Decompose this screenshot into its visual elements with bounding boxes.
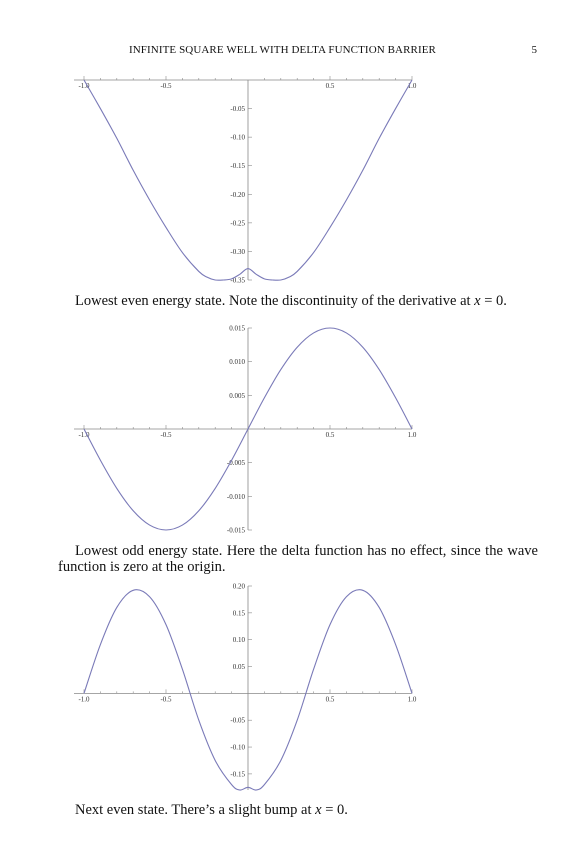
x-tick-label: -1.0 (78, 431, 90, 439)
caption-tail: = 0. (480, 293, 507, 309)
figure-2-caption (58, 543, 538, 575)
y-tick-label: -0.005 (226, 459, 245, 468)
caption-text: Next even state. There’s a slight bump at (75, 802, 316, 818)
y-tick-label: -0.05 (230, 105, 245, 114)
y-tick-label: -0.35 (230, 276, 245, 285)
figure-3-caption (58, 802, 538, 818)
caption-tail: = 0. (321, 802, 348, 818)
header-title: INFINITE SQUARE WELL WITH DELTA FUNCTION BARRIER (128, 44, 436, 56)
y-tick-label: -0.20 (230, 190, 245, 199)
x-tick-label: -1.0 (78, 82, 90, 90)
figure-3-plot (0, 578, 565, 798)
page-number: 5 (531, 44, 537, 56)
y-tick-label: 0.15 (232, 609, 245, 618)
y-tick-label: 0.10 (232, 636, 245, 645)
caption-variable: x (315, 802, 322, 818)
y-tick-label: -0.15 (230, 770, 245, 779)
running-head (0, 44, 565, 60)
x-tick-label: 1.0 (407, 431, 417, 439)
y-tick-label: 0.015 (229, 324, 245, 333)
y-tick-label: -0.10 (230, 743, 245, 752)
y-tick-label: -0.10 (230, 133, 245, 142)
y-tick-label: -0.015 (226, 526, 245, 535)
y-tick-label: 0.005 (229, 391, 245, 400)
y-tick-label: 0.20 (232, 582, 245, 591)
x-tick-label: -0.5 (160, 82, 172, 90)
caption-text: Lowest even energy state. Note the discontinuity of the derivative at (75, 293, 475, 309)
x-tick-label: -0.5 (160, 431, 172, 439)
x-tick-label: -1.0 (78, 695, 90, 704)
x-tick-label: 0.5 (325, 82, 335, 90)
x-tick-label: 0.5 (325, 695, 335, 704)
y-tick-label: 0.05 (232, 663, 245, 672)
figure-2-plot (0, 320, 565, 540)
y-tick-label: -0.15 (230, 162, 245, 171)
x-tick-label: 1.0 (407, 695, 417, 704)
caption-text: Lowest odd energy state. Here the delta function has no effect, since the wave function is zero at the origin. (58, 543, 538, 575)
figure-1-plot (0, 70, 565, 290)
y-tick-label: -0.25 (230, 219, 245, 228)
figure-1-caption (58, 293, 538, 309)
y-tick-label: -0.010 (226, 492, 245, 501)
y-tick-label: -0.05 (230, 716, 245, 725)
y-tick-label: -0.30 (230, 247, 245, 256)
x-tick-label: 1.0 (407, 82, 417, 90)
caption-variable: x (474, 293, 481, 309)
x-tick-label: -0.5 (160, 695, 172, 704)
y-tick-label: 0.010 (229, 358, 245, 367)
x-tick-label: 0.5 (325, 431, 335, 439)
